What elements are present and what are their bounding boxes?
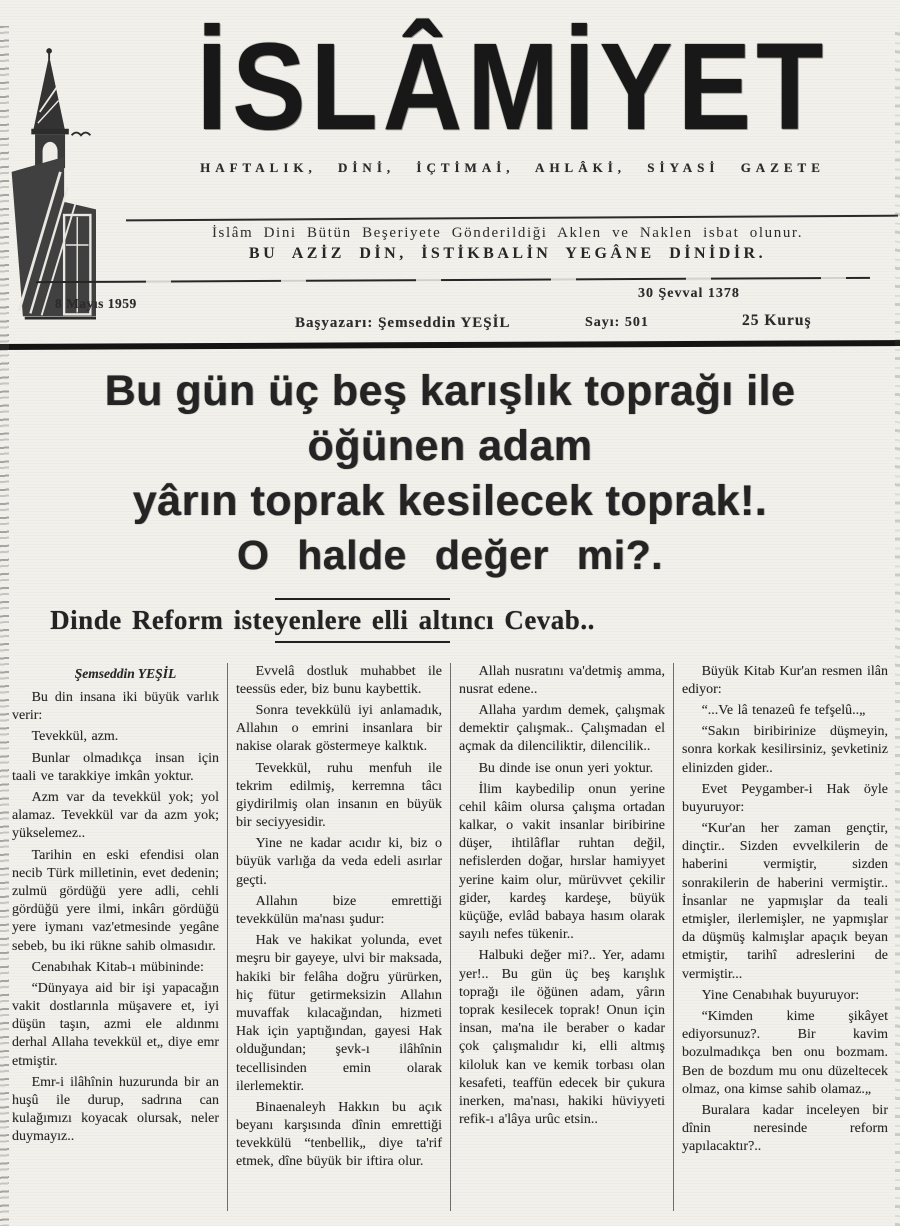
motto-line-1: İslâm Dini Bütün Beşeriyete Gönderildiği Aklen ve Naklen isbat olunur. <box>211 225 804 241</box>
newspaper-title: İSLÂMİYET <box>196 18 829 156</box>
paragraph: Bu din insana iki büyük varlık verir: <box>12 690 219 724</box>
motto-line-2: BU AZİZ DİN, İSTİKBALİN YEGÂNE DİNİDİR. <box>248 245 767 262</box>
article-columns <box>4 663 896 1211</box>
paragraph: Bunlar olmadıkça insan için taali ve tarakkiye imkân yoktur. <box>12 750 219 784</box>
article-column-1 <box>4 663 227 1211</box>
paragraph: Cenabıhak Kitab-ı mübininde: <box>31 959 204 975</box>
price: 25 Kuruş <box>742 312 812 329</box>
paragraph: “...Ve lâ tenazeû fe tefşelû..„ <box>701 702 866 718</box>
article-column-2 <box>227 663 450 1211</box>
byline: Şemseddin YEŞİL <box>74 665 177 681</box>
paragraph: Allaha yardım demek, çalışmak demektir çalışmak.. Çalışmadan el açmak da dilenciliktir, dilencilik.. <box>459 702 665 755</box>
newspaper-page <box>0 18 900 1211</box>
paragraph: Büyük Kitab Kur'an resmen ilân ediyor: <box>682 663 888 697</box>
editor-name: Başyazarı: Şemseddin YEŞİL <box>295 315 511 331</box>
headline-line-2: öğünen adam <box>307 422 593 471</box>
paragraph: Bu dinde ise onun yeri yoktur. <box>478 760 654 776</box>
paragraph: Evet Peygamber-i Hak öyle buyuruyor: <box>682 781 888 815</box>
paragraph: Emr-i ilâhînin huzurunda bir an huşû ile durup, sadrına can kulağımızı koyacak olursak, neler duymayız.. <box>12 1074 219 1145</box>
paragraph: Hak ve hakikat yolunda, evet meşru bir gayeye, ulvi bir maksada, hakiki bir felâha doğru yürürken, hiç fütur getirmeksizin Allahın muvaffak kılacağından, hizmeti Hak için yaptığından, gayesi Hak olduğundan; şevk-ı ilâhînin tecellisinden emin olarak ilerlemektir. <box>236 933 442 1094</box>
paragraph: Yine ne kadar acıdır ki, biz o büyük varlığa da veda edeli asırlar geçti. <box>236 836 442 888</box>
headline-line-3: yârın toprak kesilecek toprak!. <box>132 477 768 526</box>
article-column-3 <box>450 663 673 1211</box>
paragraph: “Sakın biribirinize düşmeyin, sonra korkak kesilirsiniz, şevketiniz elinizden gider.. <box>682 724 888 776</box>
headline-line-1: Bu gün üç beş karışlık toprağı ile <box>104 367 796 415</box>
paragraph: Azm var da tevekkül yok; yol alamaz. Tevekkül var da azm yok; yükselemez.. <box>12 790 219 842</box>
subheadline: Dinde Reform isteyenlere elli altıncı Cevab.. <box>50 604 595 635</box>
paragraph: “Kur'an her zaman gençtir, dinçtir.. Sizden evvelkilerin de haberini vermiştir, sizden sonrakilerin de haberini vermiştir.. İnsanlar ne yapmışlar da teali etmişler, ilerlemişler, ne yapmışlar da düşmüş kalmışlar apaçık beyan etmiştir, tarihî adreslerini de vermiştir... <box>682 821 888 982</box>
date-hijri: 30 Şevval 1378 <box>638 286 740 301</box>
paragraph: Evvelâ dostluk muhabbet ile teessüs eder, biz bunu kaybettik. <box>236 663 442 697</box>
paragraph: Tevekkül, ruhu menfuh ile tekrim edilmiş, kerremna tâcı giydirilmiş olan insanın en büyük bir seciyyesidir. <box>236 760 442 831</box>
issue-number: Sayı: 501 <box>585 315 649 330</box>
masthead <box>0 18 900 348</box>
headline-line-4: O halde değer mi?. <box>236 532 664 579</box>
issue-meta-row <box>0 18 900 348</box>
subheadline-rule-bottom <box>275 641 450 643</box>
paragraph: “Kimden kime şikâyet ediyorsunuz?. Bir kavim bozulmadıkça ben onu bozmam. Ben de bozdum mu onu düzeltecek olmaz, ona kimse sahib olamaz.„ <box>682 1008 888 1097</box>
paragraph: İlim kaybedilip onun yerine cehil kâim olursa çalışma ortadan kalkar, o vakit insanlar biribirine düşer, ihtilâflar ruhtan değil, nefislerden doğar, hırslar hamiyyet yerine kaim olur, mürüvvet çekilir gider, kardeş kardeşe, büyük küçüğe, evlâd babaya hasım olarak sayılı nefes tükenir.. <box>459 781 665 943</box>
paragraph: Tarihin en eski efendisi olan necib Türk milletinin, evet dedenin; zulmü gördüğü yere adli, cehli gördüğü yere ilmi, inkârı gördüğü yere iymanı vaz'etmesinde yegâne sebeb, bu iki rükne sahib olmasıdır. <box>12 847 219 954</box>
paragraph: Binaenaleyh Hakkın bu açık beyanı karşısında dînin emrettiği tevekkülü “tenbellik„ diye ta'rif etmek, dîne büyük bir iftira olur. <box>236 1099 442 1170</box>
subheadline-rule-top <box>275 598 450 600</box>
paragraph: Allahın bize emrettiği tevekkülün ma'nası şudur: <box>236 893 442 927</box>
date-gregorian: 8 Mayıs 1959 <box>55 296 137 311</box>
newspaper-subtitle: HAFTALIK, DİNİ, İÇTİMAİ, AHLÂKİ, SİYASİ GAZETE <box>200 160 825 175</box>
paragraph: Halbuki değer mi?.. Yer, adamı yer!.. Bu gün üç beş karışlık toprağı ile öğünen adam, yârın toprak kesilecek toprak! Onun için insan, ma'na ile beraber o kadar çok çalışmalıdır ki, elli altmış kiloluk kan ve kemik torbası olan kesafeti, teaffün edecek bir çukura inerken, ma'nası, hakiki hüviyyeti refik-ı a'lâya urûc etsin.. <box>459 948 665 1128</box>
paragraph: Tevekkül, azm. <box>31 729 119 745</box>
subheadline-block <box>35 598 610 643</box>
main-headline <box>0 364 900 582</box>
paragraph: Buralara kadar inceleyen bir dînin neresinde reform yapılacaktır?.. <box>682 1102 888 1155</box>
paragraph: Sonra tevekkülü iyi anlamadık, Allahın o emrini insanlara bir nakise olarak göstermeye kalktık. <box>236 702 442 755</box>
paragraph: “Dünyaya aid bir işi yapacağın vakit dostlarınla müşavere et, iyi düşün taşın, azmi ele aldınmı derhal Allaha tevekkül et„ diye emr etmiştir. <box>12 980 219 1069</box>
article-column-4 <box>673 663 896 1211</box>
paragraph: Allah nusratını va'detmiş amma, nusrat edene.. <box>459 663 665 697</box>
paragraph: Yine Cenabıhak buyuruyor: <box>701 987 860 1003</box>
